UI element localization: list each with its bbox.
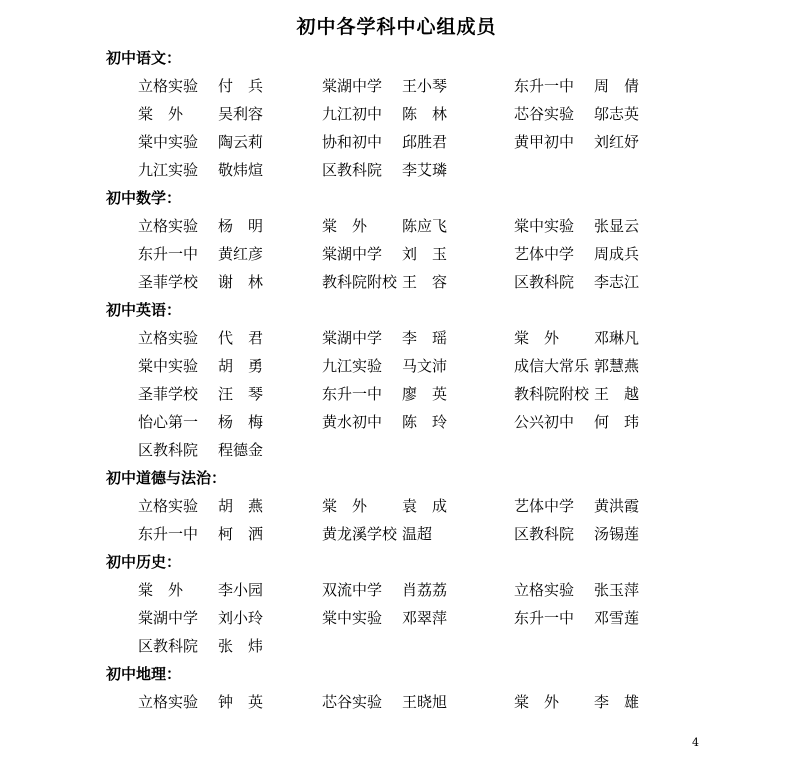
member-name: 温超 xyxy=(402,525,433,543)
school-name: 黄甲初中 xyxy=(514,133,575,151)
member-entry xyxy=(514,72,639,100)
member-entry xyxy=(322,324,447,352)
member-row xyxy=(0,408,793,436)
member-row xyxy=(0,128,793,156)
member-entry xyxy=(138,268,263,296)
member-entry xyxy=(138,436,263,464)
member-entry xyxy=(138,156,263,184)
member-entry xyxy=(322,240,447,268)
school-name: 教科院附校 xyxy=(514,385,590,403)
member-name: 刘红妤 xyxy=(594,133,640,151)
member-name: 陈应飞 xyxy=(402,217,448,235)
member-name: 邓琳凡 xyxy=(594,329,640,347)
member-entry xyxy=(322,156,447,184)
school-name: 区教科院 xyxy=(514,273,575,291)
member-name: 黄红彦 xyxy=(218,245,264,263)
school-name: 立格实验 xyxy=(138,693,199,711)
school-name: 区教科院 xyxy=(138,441,199,459)
member-row xyxy=(0,520,793,548)
section-heading: 初中历史： xyxy=(106,553,182,571)
member-entry xyxy=(138,352,263,380)
member-list xyxy=(0,44,793,716)
member-entry xyxy=(514,352,639,380)
school-name: 棠湖中学 xyxy=(322,77,383,95)
school-name: 区教科院 xyxy=(514,525,575,543)
school-name: 区教科院 xyxy=(138,637,199,655)
member-name: 郭慧燕 xyxy=(594,357,640,375)
member-row xyxy=(0,380,793,408)
member-entry xyxy=(138,72,263,100)
member-entry xyxy=(514,212,639,240)
member-row xyxy=(0,604,793,632)
member-entry xyxy=(514,520,639,548)
member-row xyxy=(0,324,793,352)
member-entry xyxy=(514,324,639,352)
member-name: 代 君 xyxy=(218,329,264,347)
member-entry xyxy=(138,408,263,436)
school-name: 棠中实验 xyxy=(138,133,199,151)
member-entry xyxy=(138,212,263,240)
member-row xyxy=(0,240,793,268)
school-name: 棠 外 xyxy=(322,497,368,515)
member-name: 付 兵 xyxy=(218,77,264,95)
school-name: 黄水初中 xyxy=(322,413,383,431)
member-entry xyxy=(322,352,447,380)
member-name: 王 容 xyxy=(402,273,448,291)
school-name: 棠 外 xyxy=(322,217,368,235)
member-name: 王小琴 xyxy=(402,77,448,95)
member-name: 王 越 xyxy=(594,385,640,403)
member-name: 刘小玲 xyxy=(218,609,264,627)
member-name: 汪 琴 xyxy=(218,385,264,403)
member-entry xyxy=(138,240,263,268)
member-row xyxy=(0,156,793,184)
member-name: 周 倩 xyxy=(594,77,640,95)
member-entry xyxy=(514,492,639,520)
member-name: 王晓旭 xyxy=(402,693,448,711)
school-name: 棠中实验 xyxy=(138,357,199,375)
school-name: 成信大常乐 xyxy=(514,357,590,375)
school-name: 九江实验 xyxy=(138,161,199,179)
member-name: 杨 明 xyxy=(218,217,264,235)
member-name: 周成兵 xyxy=(594,245,640,263)
member-entry xyxy=(138,128,263,156)
member-entry xyxy=(322,604,447,632)
school-name: 棠 外 xyxy=(514,693,560,711)
school-name: 东升一中 xyxy=(138,245,199,263)
member-entry xyxy=(322,492,447,520)
member-name: 肖荔荔 xyxy=(402,581,448,599)
school-name: 立格实验 xyxy=(138,217,199,235)
member-entry xyxy=(138,492,263,520)
member-row xyxy=(0,352,793,380)
member-name: 李 瑶 xyxy=(402,329,448,347)
member-name: 黄洪霞 xyxy=(594,497,640,515)
member-row xyxy=(0,212,793,240)
member-name: 柯 洒 xyxy=(218,525,264,543)
section-heading: 初中地理： xyxy=(106,665,182,683)
school-name: 艺体中学 xyxy=(514,245,575,263)
member-entry xyxy=(138,688,263,716)
school-name: 教科院附校 xyxy=(322,273,398,291)
school-name: 九江初中 xyxy=(322,105,383,123)
member-name: 汤锡莲 xyxy=(594,525,640,543)
member-row xyxy=(0,268,793,296)
page-number: 4 xyxy=(692,736,699,749)
member-name: 李志江 xyxy=(594,273,640,291)
school-name: 立格实验 xyxy=(138,497,199,515)
school-name: 东升一中 xyxy=(322,385,383,403)
member-entry xyxy=(322,100,447,128)
member-name: 谢 林 xyxy=(218,273,264,291)
school-name: 芯谷实验 xyxy=(514,105,575,123)
member-entry xyxy=(514,408,639,436)
member-entry xyxy=(138,100,263,128)
member-row xyxy=(0,436,793,464)
member-row xyxy=(0,100,793,128)
member-name: 邓翠萍 xyxy=(402,609,448,627)
member-row xyxy=(0,492,793,520)
school-name: 协和初中 xyxy=(322,133,383,151)
member-entry xyxy=(322,520,432,548)
school-name: 怡心第一 xyxy=(138,413,199,431)
member-entry xyxy=(514,380,639,408)
school-name: 黄龙溪学校 xyxy=(322,525,398,543)
member-name: 胡 勇 xyxy=(218,357,264,375)
member-name: 敬炜煊 xyxy=(218,161,264,179)
member-entry xyxy=(514,100,639,128)
school-name: 公兴初中 xyxy=(514,413,575,431)
school-name: 棠湖中学 xyxy=(322,245,383,263)
member-name: 陈 玲 xyxy=(402,413,448,431)
school-name: 立格实验 xyxy=(514,581,575,599)
member-entry xyxy=(322,576,447,604)
school-name: 艺体中学 xyxy=(514,497,575,515)
school-name: 双流中学 xyxy=(322,581,383,599)
member-entry xyxy=(138,380,263,408)
section-heading: 初中语文： xyxy=(106,49,182,67)
member-name: 李 雄 xyxy=(594,693,640,711)
member-entry xyxy=(138,520,263,548)
member-name: 张显云 xyxy=(594,217,640,235)
member-name: 张 炜 xyxy=(218,637,264,655)
member-entry xyxy=(138,632,263,660)
member-name: 廖 英 xyxy=(402,385,448,403)
member-row xyxy=(0,72,793,100)
member-entry xyxy=(138,324,263,352)
school-name: 东升一中 xyxy=(138,525,199,543)
school-name: 圣菲学校 xyxy=(138,273,199,291)
member-name: 程德金 xyxy=(218,441,264,459)
member-name: 胡 燕 xyxy=(218,497,264,515)
school-name: 东升一中 xyxy=(514,77,575,95)
section-heading: 初中英语： xyxy=(106,301,182,319)
member-name: 邓雪莲 xyxy=(594,609,640,627)
school-name: 立格实验 xyxy=(138,77,199,95)
member-name: 刘 玉 xyxy=(402,245,448,263)
page-title: 初中各学科中心组成员 xyxy=(296,16,497,38)
member-name: 张玉萍 xyxy=(594,581,640,599)
member-entry xyxy=(138,604,263,632)
member-name: 邬志英 xyxy=(594,105,640,123)
school-name: 芯谷实验 xyxy=(322,693,383,711)
member-name: 何 玮 xyxy=(594,413,640,431)
school-name: 棠湖中学 xyxy=(138,609,199,627)
member-row xyxy=(0,632,793,660)
member-name: 袁 成 xyxy=(402,497,448,515)
member-entry xyxy=(138,576,263,604)
member-entry xyxy=(514,268,639,296)
member-entry xyxy=(514,128,639,156)
member-entry xyxy=(514,576,639,604)
section-heading: 初中道德与法治： xyxy=(106,469,227,487)
school-name: 九江实验 xyxy=(322,357,383,375)
member-name: 钟 英 xyxy=(218,693,264,711)
school-name: 圣菲学校 xyxy=(138,385,199,403)
member-name: 杨 梅 xyxy=(218,413,264,431)
member-name: 马文沛 xyxy=(402,357,448,375)
member-entry xyxy=(322,688,447,716)
member-entry xyxy=(514,604,639,632)
member-entry xyxy=(322,380,447,408)
member-row xyxy=(0,576,793,604)
member-entry xyxy=(514,688,639,716)
member-name: 邱胜君 xyxy=(402,133,448,151)
member-name: 陶云莉 xyxy=(218,133,264,151)
school-name: 棠 外 xyxy=(138,105,184,123)
member-entry xyxy=(514,240,639,268)
member-entry xyxy=(322,72,447,100)
school-name: 棠中实验 xyxy=(514,217,575,235)
school-name: 棠湖中学 xyxy=(322,329,383,347)
school-name: 区教科院 xyxy=(322,161,383,179)
school-name: 棠中实验 xyxy=(322,609,383,627)
member-entry xyxy=(322,128,447,156)
school-name: 棠 外 xyxy=(138,581,184,599)
member-row xyxy=(0,688,793,716)
member-name: 陈 林 xyxy=(402,105,448,123)
member-entry xyxy=(322,408,447,436)
school-name: 立格实验 xyxy=(138,329,199,347)
school-name: 东升一中 xyxy=(514,609,575,627)
school-name: 棠 外 xyxy=(514,329,560,347)
member-name: 李小园 xyxy=(218,581,264,599)
section-heading: 初中数学： xyxy=(106,189,182,207)
member-name: 李艾璘 xyxy=(402,161,448,179)
member-name: 吴利容 xyxy=(218,105,264,123)
member-entry xyxy=(322,268,447,296)
member-entry xyxy=(322,212,447,240)
